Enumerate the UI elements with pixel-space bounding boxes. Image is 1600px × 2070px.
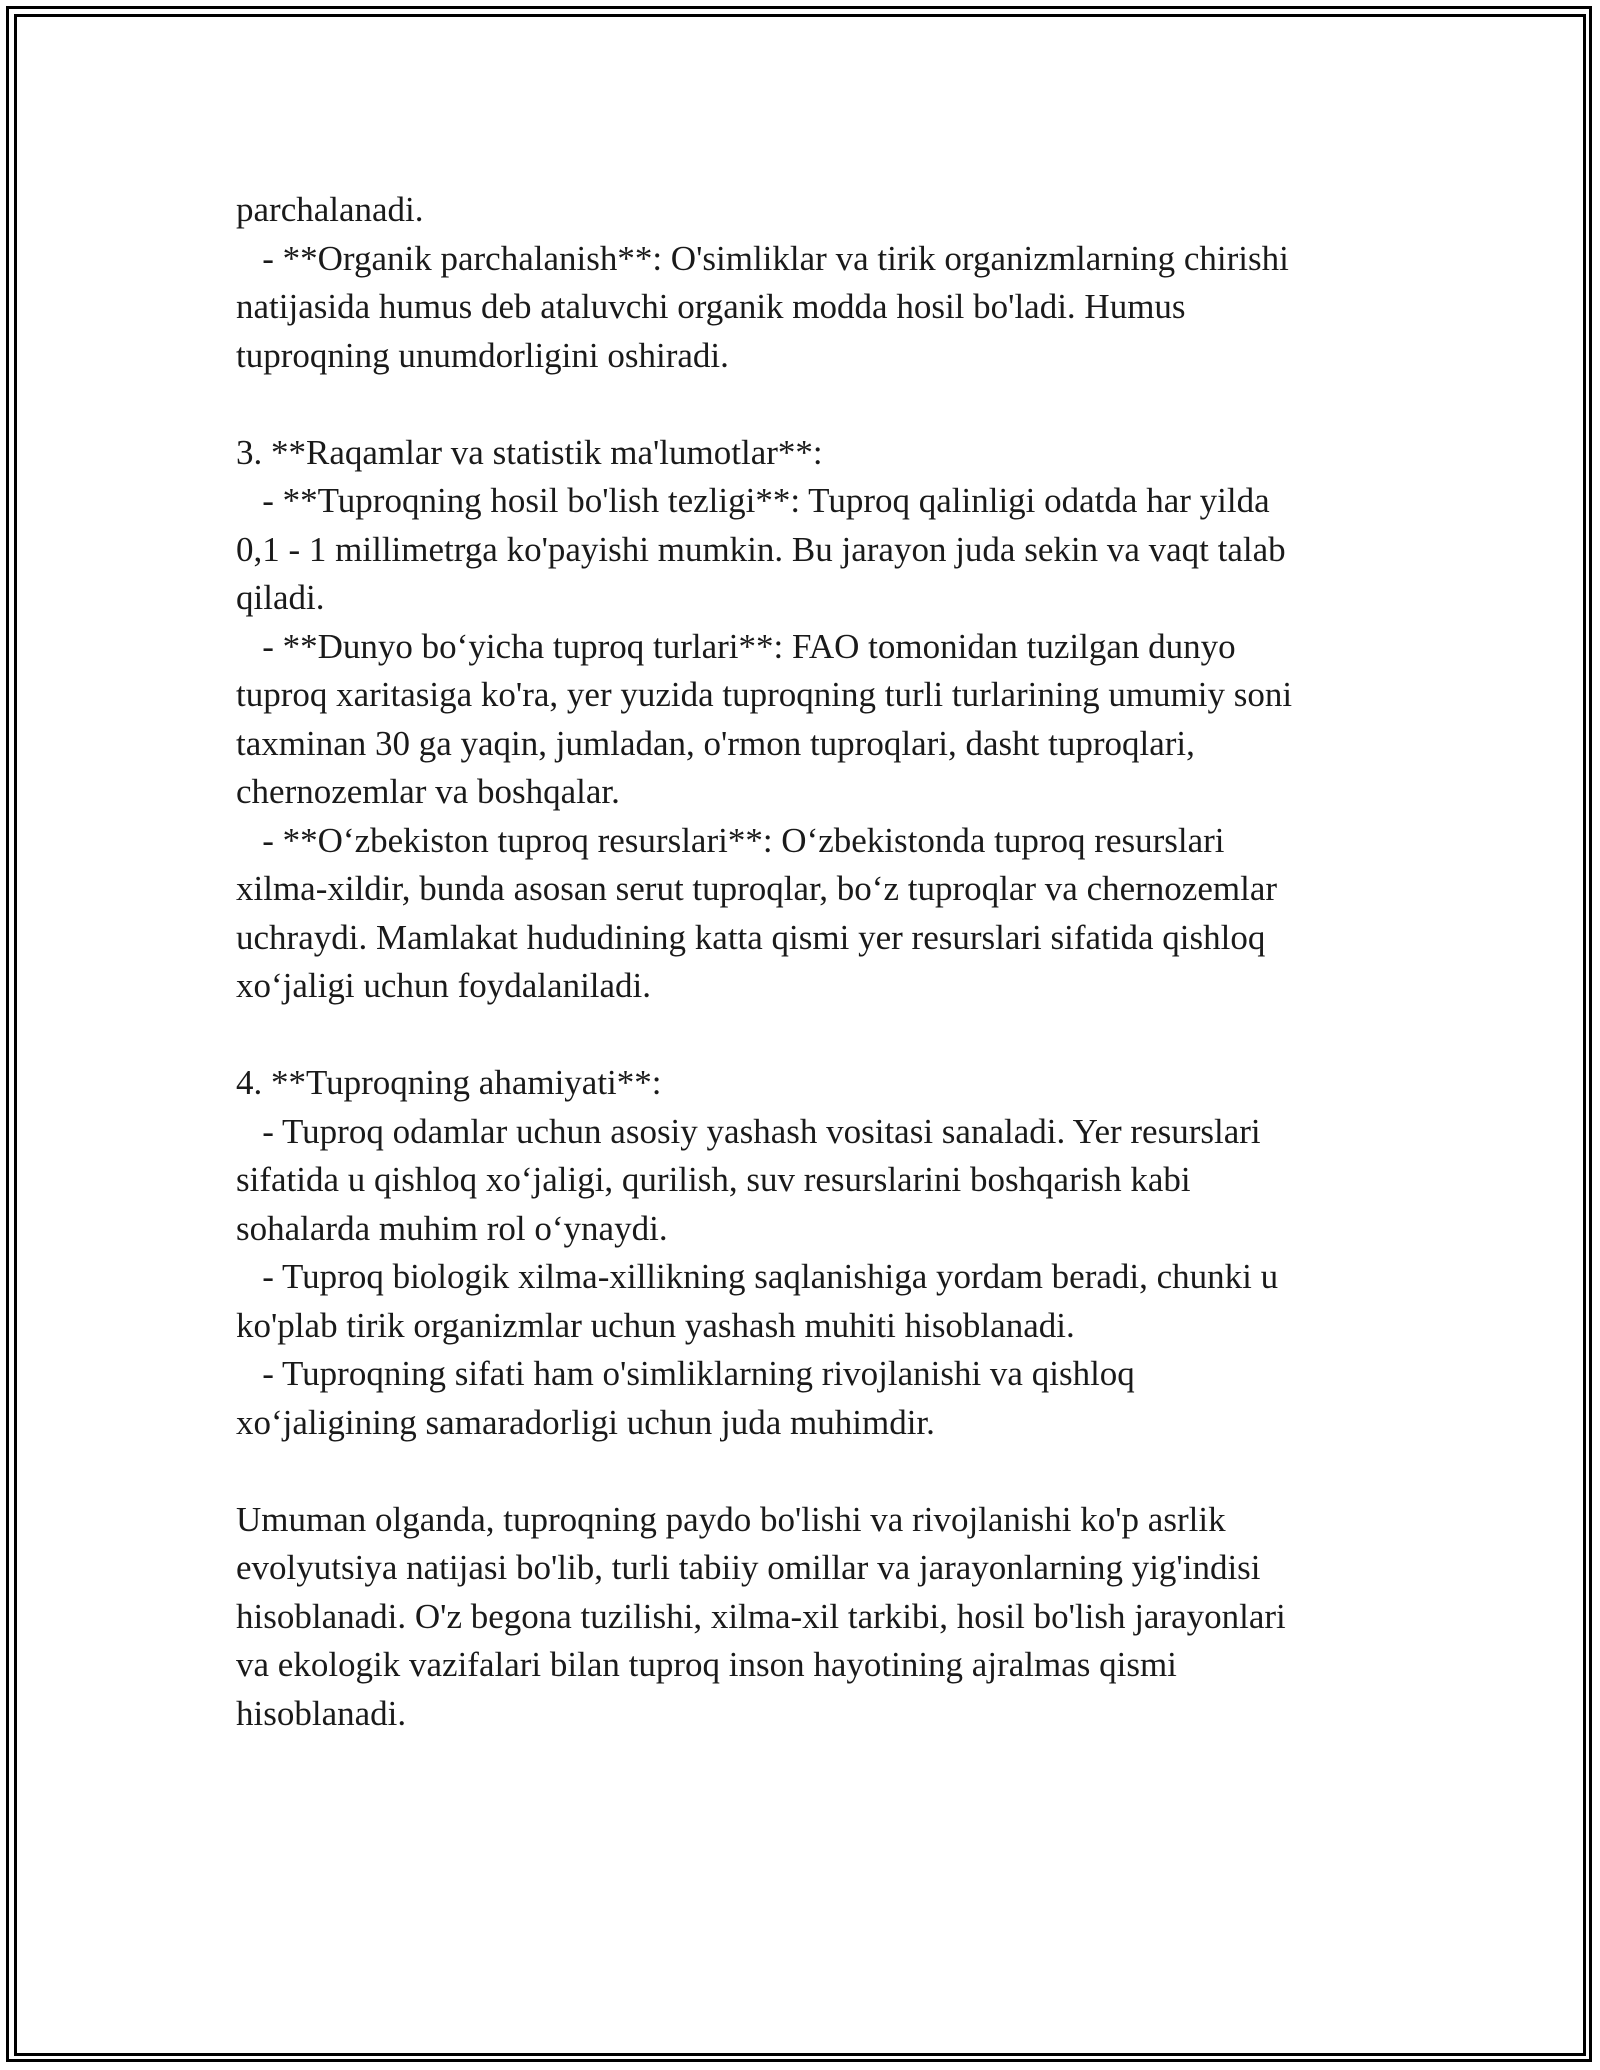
blank-line: [236, 380, 1376, 429]
text-line: 0,1 - 1 millimetrga ko'payishi mumkin. Bu jarayon juda sekin va vaqt talab: [236, 529, 1286, 569]
text-line: tuproq xaritasiga ko'ra, yer yuzida tuproqning turli turlarining umumiy soni: [236, 675, 1293, 714]
text-line: - **Dunyo bo‘yicha tuproq turlari**: FAO tomonidan tuzilgan dunyo: [236, 626, 1236, 666]
text-line: parchalanadi.: [236, 190, 424, 229]
text-line: taxminan 30 ga yaqin, jumladan, o'rmon tuproqlari, dasht tuproqlari,: [236, 723, 1195, 763]
text-line: - **O‘zbekiston tuproq resurslari**: O‘zbekistonda tuproq resurslari: [236, 820, 1225, 860]
text-line: sifatida u qishloq xo‘jaligi, qurilish, suv resurslarini boshqarish kabi: [236, 1160, 1191, 1199]
text-line: chernozemlar va boshqalar.: [236, 772, 620, 811]
text-line: - Tuproq biologik xilma-xillikning saqlanishiga yordam beradi, chunki u: [236, 1257, 1279, 1296]
text-line: va ekologik vazifalari bilan tuproq inson hayotining ajralmas qismi: [236, 1645, 1177, 1684]
blank-line: [236, 1011, 1376, 1060]
document-body: [236, 186, 1376, 1738]
text-line: - Tuproq odamlar uchun asosiy yashash vositasi sanaladi. Yer resurslari: [236, 1111, 1261, 1151]
text-line: - Tuproqning sifati ham o'simliklarning rivojlanishi va qishloq: [236, 1354, 1135, 1393]
text-line: - **Tuproqning hosil bo'lish tezligi**: Tuproq qalinligi odatda har yilda: [236, 481, 1270, 520]
text-line: xo‘jaligi uchun foydalaniladi.: [236, 966, 652, 1005]
text-line: Umuman olganda, tuproqning paydo bo'lishi va rivojlanishi ko'p asrlik: [236, 1499, 1226, 1539]
section-heading: 3. **Raqamlar va statistik ma'lumotlar**:: [236, 432, 823, 472]
blank-line: [236, 1447, 1376, 1496]
text-line: ko'plab tirik organizmlar uchun yashash muhiti hisoblanadi.: [236, 1305, 1075, 1345]
text-line: sohalarda muhim rol o‘ynaydi.: [236, 1208, 668, 1248]
text-line: natijasida humus deb ataluvchi organik modda hosil bo'ladi. Humus: [236, 287, 1186, 326]
text-line: evolyutsiya natijasi bo'lib, turli tabiiy omillar va jarayonlarning yig'indisi: [236, 1548, 1261, 1587]
text-line: xilma-xildir, bunda asosan serut tuproqlar, bo‘z tuproqlar va chernozemlar: [236, 869, 1278, 908]
text-line: hisoblanadi. O'z begona tuzilishi, xilma-xil tarkibi, hosil bo'lish jarayonlari: [236, 1596, 1286, 1636]
text-line: hisoblanadi.: [236, 1693, 407, 1733]
text-line: - **Organik parchalanish**: O'simliklar va tirik organizmlarning chirishi: [236, 238, 1289, 278]
section-heading: 4. **Tuproqning ahamiyati**:: [236, 1063, 662, 1102]
text-line: tuproqning unumdorligini oshiradi.: [236, 335, 729, 375]
text-line: qiladi.: [236, 578, 325, 617]
text-line: uchraydi. Mamlakat hududining katta qismi yer resurslari sifatida qishloq: [236, 917, 1266, 957]
text-line: xo‘jaligining samaradorligi uchun juda muhimdir.: [236, 1402, 935, 1442]
